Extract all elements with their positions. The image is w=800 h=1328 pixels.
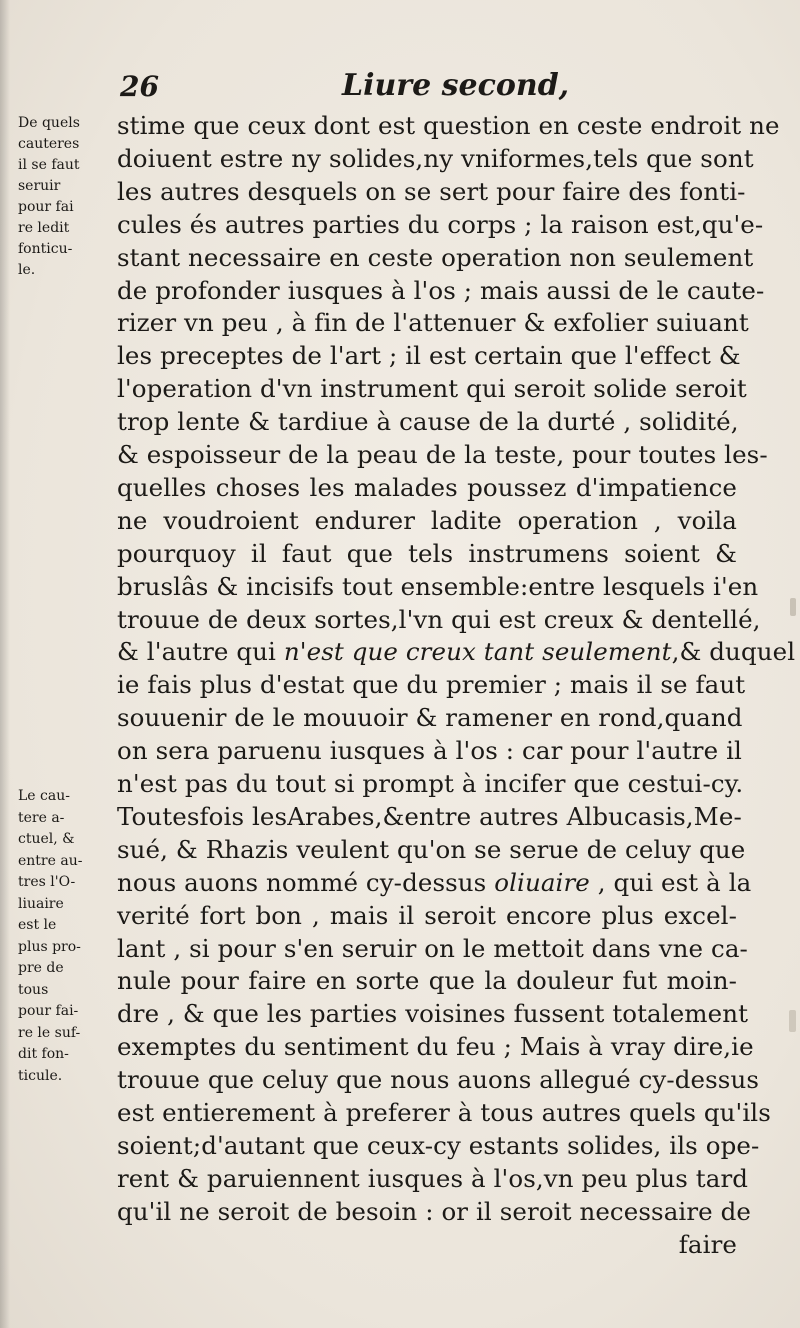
text-line: de profonder iusques à l'os ; mais aussi de le caute- [117,275,765,305]
text-line: quelles choses les malades poussez d'impatience [117,472,737,502]
margin-note-line: ticule. [18,1067,63,1084]
margin-note-line: plus pro- [18,938,81,955]
margin-note-line: re le suf- [18,1024,81,1041]
text-line: ie fais plus d'estat que du premier ; mais il se faut [117,670,746,700]
text-line: trouue de deux sortes,l'vn qui est creux & dentellé, [117,604,761,634]
text-line: rizer vn peu , à fin de l'attenuer & exfolier suiuant [117,308,749,338]
margin-note-line: liuaire [18,895,64,912]
text-line: les preceptes de l'art ; il est certain que l'effect & [117,341,741,371]
text-line: soient;d'autant que ceux-cy estants solides, ils ope- [117,1130,760,1160]
text-line: qu'il ne seroit de besoin : or il seroit necessaire de [117,1196,752,1226]
page-edge-mark [790,598,796,616]
text-line: trop lente & tardiue à cause de la durté , solidité, [117,407,739,437]
page-header [0,64,800,108]
text-line: n'est pas du tout si prompt à incifer que cestui-cy. [117,769,744,798]
text-line: rent & paruiennent iusques à l'os,vn peu plus tard [117,1163,749,1193]
text-line: est entierement à preferer à tous autres quels qu'ils [117,1098,771,1127]
text-line: lant , si pour s'en seruir on le mettoit dans vne ca- [117,933,748,963]
margin-note-line: entre au- [18,852,83,869]
text-line: faire [678,1229,737,1259]
margin-note-line: est le [18,917,57,933]
margin-note-line: seruir [18,178,61,194]
text-line: on sera paruenu iusques à l'os : car pour l'autre il [117,736,742,766]
running-title: Liure second, [342,68,570,103]
text-line: doiuent estre ny solides,ny vniformes,tels que sont [117,143,754,173]
page-edge-mark [789,1010,796,1032]
text-line: les autres desquels on se sert pour faire des fonti- [117,176,746,206]
italic-phrase: n'est que creux tant seulement [283,637,672,667]
text-line: verité fort bon , mais il seroit encore plus excel- [117,900,737,930]
margin-note-line: pre de [18,960,64,976]
margin-note-line: il se faut [18,157,80,173]
text-line: souuenir de le mouuoir & ramener en rond,quand [117,703,743,733]
text-line: exemptes du sentiment du feu ; Mais à vray dire,ie [117,1032,754,1062]
margin-note-line: pour fai- [18,1003,79,1019]
text-line: & l'autre qui n'est que creux tant seulement,& duquel [117,637,796,667]
margin-note-line: ctuel, & [18,831,75,847]
gutter-shadow [0,0,10,1328]
text-line: cules és autres parties du corps ; la raison est,qu'e- [117,209,764,239]
margin-note-line: fonticu- [18,241,73,257]
margin-note-line: cauteres [18,136,80,152]
margin-note-1 [18,113,104,281]
text-line: ne voudroient endurer ladite operation , voila [117,505,737,535]
margin-note-line: tres l'O- [18,874,76,890]
text-line: sué, & Rhazis veulent qu'on se serue de celuy que [117,834,746,864]
text-line: nous auons nommé cy-dessus oliuaire , qui est à la [117,867,752,897]
text-line: stant necessaire en ceste operation non seulement [117,242,754,272]
margin-note-line: tere a- [18,809,65,826]
margin-note-line: dit fon- [18,1046,69,1062]
margin-note-line: Le cau- [18,788,70,804]
margin-note-line: tous [18,981,49,998]
margin-note-line: le. [18,262,36,278]
margin-note-line: pour fai [18,199,74,215]
text-line: l'operation d'vn instrument qui seroit solide seroit [117,374,747,404]
text-line: trouue que celuy que nous auons allegué cy-dessus [117,1065,760,1095]
text-line: pourquoy il faut que tels instrumens soient & [117,538,737,568]
text-line: stime que ceux dont est question en ceste endroit ne [117,111,780,140]
page-number: 26 [120,70,159,103]
text-line: & espoisseur de la peau de la teste, pour toutes les- [117,440,768,469]
text-line: nule pour faire en sorte que la douleur fut moin- [117,966,737,996]
text-line: dre , & que les parties voisines fussent totalement [117,999,749,1029]
margin-note-line: re ledit [18,220,70,236]
italic-phrase: oliuaire [494,867,590,897]
text-line: Toutesfois lesArabes,&entre autres Albucasis,Me- [117,801,742,831]
margin-note-line: De quels [18,115,80,131]
text-line: bruslâs & incisifs tout ensemble:entre lesquels i'en [117,571,759,601]
margin-note-2 [18,786,104,1087]
